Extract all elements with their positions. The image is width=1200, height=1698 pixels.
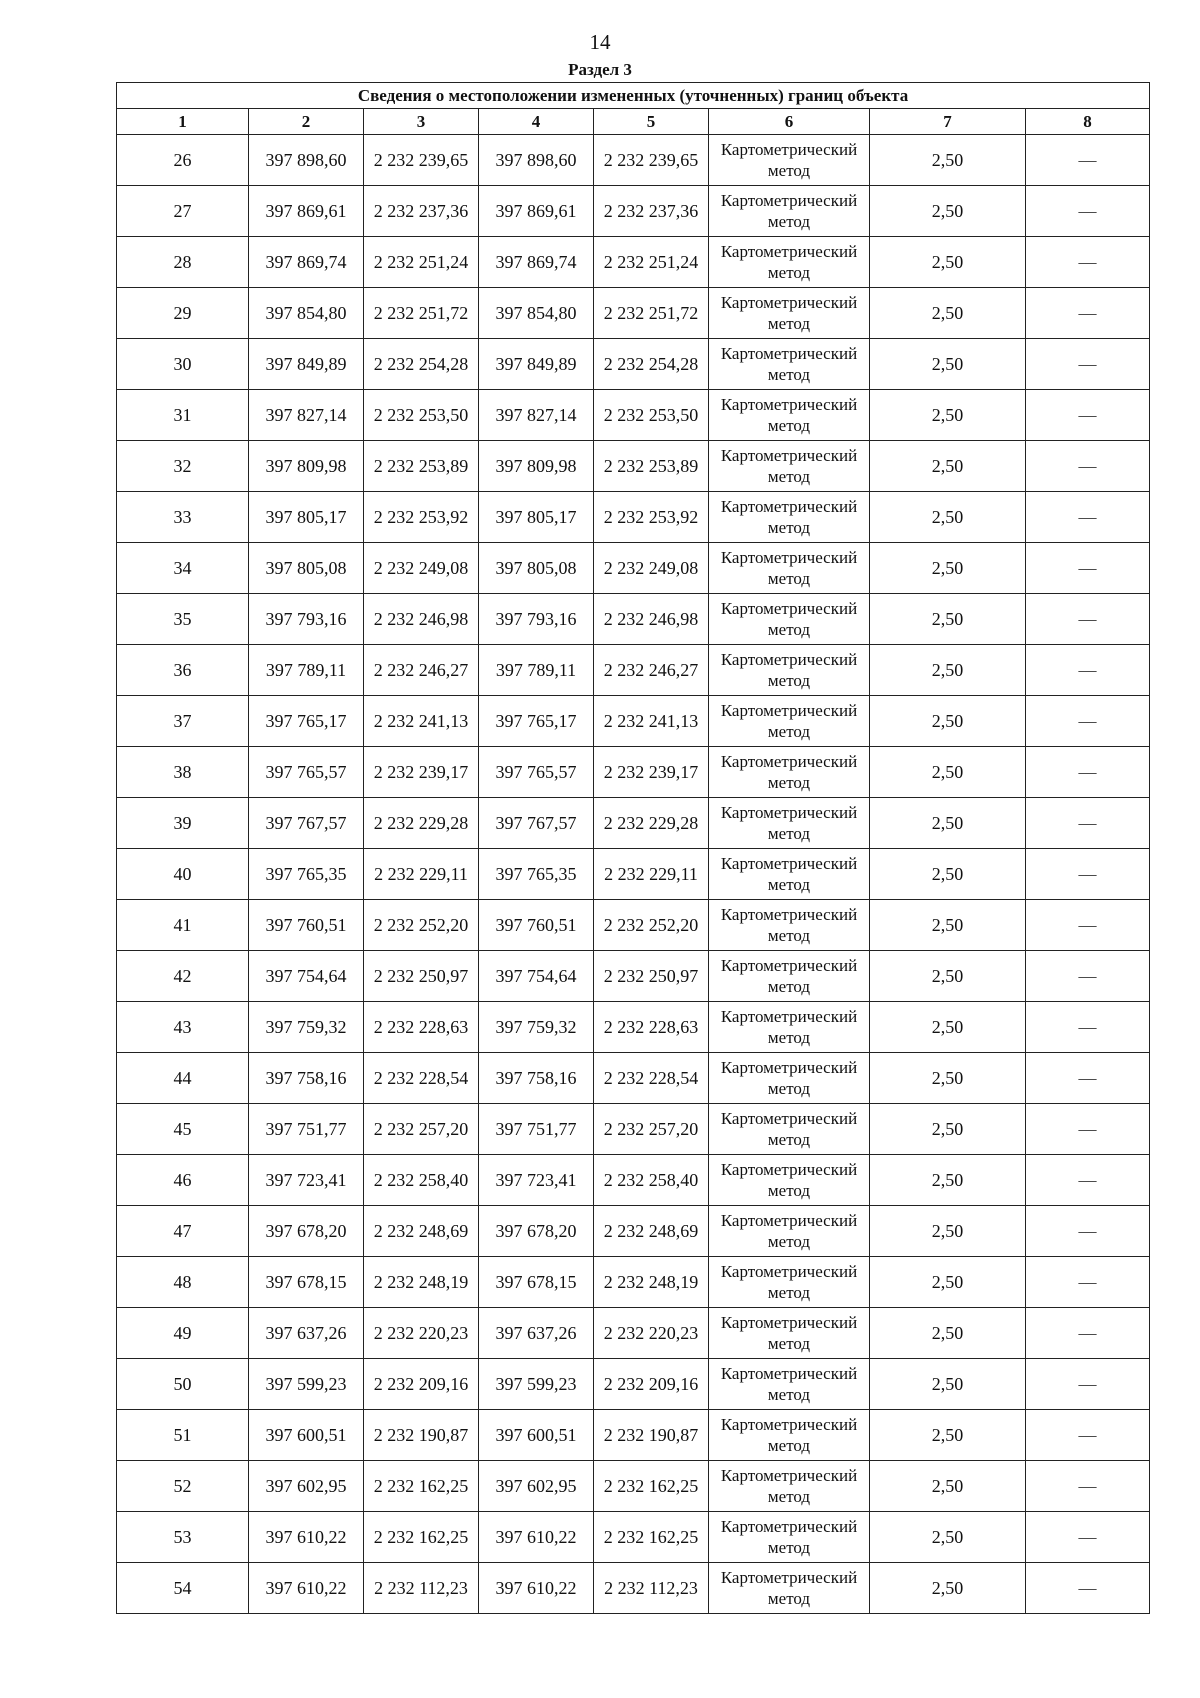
description-cell: — <box>1026 441 1150 492</box>
description-cell: — <box>1026 135 1150 186</box>
precision-cell: 2,50 <box>870 594 1026 645</box>
method-cell: Картометрический метод <box>709 186 870 237</box>
method-cell: Картометрический метод <box>709 594 870 645</box>
table-row <box>117 696 1150 747</box>
precision-cell: 2,50 <box>870 288 1026 339</box>
table-row <box>117 543 1150 594</box>
table-row <box>117 1461 1150 1512</box>
column-number-row <box>117 109 1150 135</box>
point-number-cell: 37 <box>117 696 249 747</box>
method-cell: Картометрический метод <box>709 390 870 441</box>
point-number-cell: 40 <box>117 849 249 900</box>
method-cell: Картометрический метод <box>709 441 870 492</box>
precision-cell: 2,50 <box>870 1563 1026 1614</box>
refined-y-cell: 2 232 239,17 <box>594 747 709 798</box>
precision-cell: 2,50 <box>870 186 1026 237</box>
precision-cell: 2,50 <box>870 849 1026 900</box>
point-number-cell: 44 <box>117 1053 249 1104</box>
existing-x-cell: 397 759,32 <box>249 1002 364 1053</box>
existing-x-cell: 397 793,16 <box>249 594 364 645</box>
table-row <box>117 1053 1150 1104</box>
refined-y-cell: 2 232 162,25 <box>594 1461 709 1512</box>
precision-cell: 2,50 <box>870 1155 1026 1206</box>
description-cell: — <box>1026 237 1150 288</box>
existing-y-cell: 2 232 229,11 <box>364 849 479 900</box>
table-row <box>117 1104 1150 1155</box>
table-row <box>117 135 1150 186</box>
method-cell: Картометрический метод <box>709 1563 870 1614</box>
existing-y-cell: 2 232 246,27 <box>364 645 479 696</box>
table-row <box>117 339 1150 390</box>
refined-y-cell: 2 232 241,13 <box>594 696 709 747</box>
method-cell: Картометрический метод <box>709 696 870 747</box>
table-row <box>117 594 1150 645</box>
point-number-cell: 34 <box>117 543 249 594</box>
existing-y-cell: 2 232 253,92 <box>364 492 479 543</box>
refined-x-cell: 397 758,16 <box>479 1053 594 1104</box>
description-cell: — <box>1026 594 1150 645</box>
existing-y-cell: 2 232 241,13 <box>364 696 479 747</box>
method-cell: Картометрический метод <box>709 1104 870 1155</box>
table-row <box>117 747 1150 798</box>
method-cell: Картометрический метод <box>709 339 870 390</box>
point-number-cell: 41 <box>117 900 249 951</box>
precision-cell: 2,50 <box>870 1359 1026 1410</box>
refined-y-cell: 2 232 258,40 <box>594 1155 709 1206</box>
refined-x-cell: 397 854,80 <box>479 288 594 339</box>
refined-x-cell: 397 789,11 <box>479 645 594 696</box>
description-cell: — <box>1026 900 1150 951</box>
refined-y-cell: 2 232 248,69 <box>594 1206 709 1257</box>
refined-y-cell: 2 232 251,72 <box>594 288 709 339</box>
refined-x-cell: 397 637,26 <box>479 1308 594 1359</box>
existing-x-cell: 397 805,08 <box>249 543 364 594</box>
method-cell: Картометрический метод <box>709 900 870 951</box>
existing-x-cell: 397 723,41 <box>249 1155 364 1206</box>
precision-cell: 2,50 <box>870 645 1026 696</box>
refined-x-cell: 397 723,41 <box>479 1155 594 1206</box>
description-cell: — <box>1026 1359 1150 1410</box>
existing-y-cell: 2 232 257,20 <box>364 1104 479 1155</box>
precision-cell: 2,50 <box>870 1410 1026 1461</box>
point-number-cell: 49 <box>117 1308 249 1359</box>
existing-x-cell: 397 849,89 <box>249 339 364 390</box>
refined-x-cell: 397 751,77 <box>479 1104 594 1155</box>
precision-cell: 2,50 <box>870 696 1026 747</box>
point-number-cell: 26 <box>117 135 249 186</box>
existing-y-cell: 2 232 254,28 <box>364 339 479 390</box>
existing-y-cell: 2 232 258,40 <box>364 1155 479 1206</box>
refined-y-cell: 2 232 228,63 <box>594 1002 709 1053</box>
column-header: 5 <box>594 109 709 135</box>
refined-y-cell: 2 232 254,28 <box>594 339 709 390</box>
description-cell: — <box>1026 186 1150 237</box>
method-cell: Картометрический метод <box>709 135 870 186</box>
precision-cell: 2,50 <box>870 747 1026 798</box>
point-number-cell: 50 <box>117 1359 249 1410</box>
description-cell: — <box>1026 543 1150 594</box>
point-number-cell: 32 <box>117 441 249 492</box>
description-cell: — <box>1026 492 1150 543</box>
precision-cell: 2,50 <box>870 492 1026 543</box>
refined-x-cell: 397 760,51 <box>479 900 594 951</box>
point-number-cell: 52 <box>117 1461 249 1512</box>
point-number-cell: 27 <box>117 186 249 237</box>
method-cell: Картометрический метод <box>709 1461 870 1512</box>
refined-y-cell: 2 232 253,89 <box>594 441 709 492</box>
table-row <box>117 186 1150 237</box>
precision-cell: 2,50 <box>870 900 1026 951</box>
existing-y-cell: 2 232 250,97 <box>364 951 479 1002</box>
existing-y-cell: 2 232 239,65 <box>364 135 479 186</box>
description-cell: — <box>1026 645 1150 696</box>
table-row <box>117 798 1150 849</box>
method-cell: Картометрический метод <box>709 1155 870 1206</box>
column-header: 2 <box>249 109 364 135</box>
refined-y-cell: 2 232 229,11 <box>594 849 709 900</box>
refined-y-cell: 2 232 229,28 <box>594 798 709 849</box>
refined-y-cell: 2 232 112,23 <box>594 1563 709 1614</box>
precision-cell: 2,50 <box>870 135 1026 186</box>
method-cell: Картометрический метод <box>709 1512 870 1563</box>
refined-y-cell: 2 232 246,98 <box>594 594 709 645</box>
description-cell: — <box>1026 696 1150 747</box>
description-cell: — <box>1026 339 1150 390</box>
point-number-cell: 54 <box>117 1563 249 1614</box>
refined-y-cell: 2 232 209,16 <box>594 1359 709 1410</box>
refined-x-cell: 397 610,22 <box>479 1563 594 1614</box>
refined-x-cell: 397 765,35 <box>479 849 594 900</box>
method-cell: Картометрический метод <box>709 1308 870 1359</box>
existing-y-cell: 2 232 246,98 <box>364 594 479 645</box>
point-number-cell: 36 <box>117 645 249 696</box>
method-cell: Картометрический метод <box>709 1206 870 1257</box>
description-cell: — <box>1026 1206 1150 1257</box>
method-cell: Картометрический метод <box>709 849 870 900</box>
column-header: 8 <box>1026 109 1150 135</box>
table-row <box>117 900 1150 951</box>
refined-x-cell: 397 805,08 <box>479 543 594 594</box>
table-row <box>117 237 1150 288</box>
precision-cell: 2,50 <box>870 441 1026 492</box>
existing-x-cell: 397 765,57 <box>249 747 364 798</box>
boundary-coordinates-table <box>116 82 1150 1614</box>
table-body <box>117 135 1150 1614</box>
existing-x-cell: 397 765,35 <box>249 849 364 900</box>
refined-y-cell: 2 232 248,19 <box>594 1257 709 1308</box>
method-cell: Картометрический метод <box>709 747 870 798</box>
refined-x-cell: 397 869,74 <box>479 237 594 288</box>
refined-y-cell: 2 232 237,36 <box>594 186 709 237</box>
existing-x-cell: 397 610,22 <box>249 1512 364 1563</box>
precision-cell: 2,50 <box>870 1461 1026 1512</box>
existing-x-cell: 397 767,57 <box>249 798 364 849</box>
precision-cell: 2,50 <box>870 1308 1026 1359</box>
table-row <box>117 849 1150 900</box>
table-row <box>117 441 1150 492</box>
column-header: 4 <box>479 109 594 135</box>
existing-y-cell: 2 232 209,16 <box>364 1359 479 1410</box>
description-cell: — <box>1026 849 1150 900</box>
existing-x-cell: 397 765,17 <box>249 696 364 747</box>
refined-x-cell: 397 767,57 <box>479 798 594 849</box>
point-number-cell: 28 <box>117 237 249 288</box>
description-cell: — <box>1026 1461 1150 1512</box>
method-cell: Картометрический метод <box>709 645 870 696</box>
description-cell: — <box>1026 1563 1150 1614</box>
refined-x-cell: 397 678,20 <box>479 1206 594 1257</box>
refined-y-cell: 2 232 253,50 <box>594 390 709 441</box>
point-number-cell: 33 <box>117 492 249 543</box>
existing-x-cell: 397 827,14 <box>249 390 364 441</box>
table-row <box>117 1155 1150 1206</box>
existing-x-cell: 397 754,64 <box>249 951 364 1002</box>
existing-x-cell: 397 678,20 <box>249 1206 364 1257</box>
refined-x-cell: 397 809,98 <box>479 441 594 492</box>
refined-x-cell: 397 849,89 <box>479 339 594 390</box>
existing-y-cell: 2 232 237,36 <box>364 186 479 237</box>
point-number-cell: 45 <box>117 1104 249 1155</box>
method-cell: Картометрический метод <box>709 951 870 1002</box>
method-cell: Картометрический метод <box>709 798 870 849</box>
method-cell: Картометрический метод <box>709 1053 870 1104</box>
point-number-cell: 51 <box>117 1410 249 1461</box>
table-row <box>117 1002 1150 1053</box>
description-cell: — <box>1026 1104 1150 1155</box>
section-title: Раздел 3 <box>568 60 632 79</box>
refined-y-cell: 2 232 246,27 <box>594 645 709 696</box>
precision-cell: 2,50 <box>870 1206 1026 1257</box>
refined-x-cell: 397 759,32 <box>479 1002 594 1053</box>
point-number-cell: 31 <box>117 390 249 441</box>
existing-y-cell: 2 232 252,20 <box>364 900 479 951</box>
existing-x-cell: 397 610,22 <box>249 1563 364 1614</box>
point-number-cell: 46 <box>117 1155 249 1206</box>
table-row <box>117 951 1150 1002</box>
description-cell: — <box>1026 1410 1150 1461</box>
method-cell: Картометрический метод <box>709 543 870 594</box>
precision-cell: 2,50 <box>870 1104 1026 1155</box>
column-header: 1 <box>117 109 249 135</box>
method-cell: Картометрический метод <box>709 237 870 288</box>
point-number-cell: 48 <box>117 1257 249 1308</box>
point-number-cell: 53 <box>117 1512 249 1563</box>
refined-x-cell: 397 602,95 <box>479 1461 594 1512</box>
existing-y-cell: 2 232 190,87 <box>364 1410 479 1461</box>
point-number-cell: 42 <box>117 951 249 1002</box>
description-cell: — <box>1026 951 1150 1002</box>
refined-x-cell: 397 869,61 <box>479 186 594 237</box>
existing-x-cell: 397 854,80 <box>249 288 364 339</box>
description-cell: — <box>1026 1002 1150 1053</box>
refined-x-cell: 397 765,17 <box>479 696 594 747</box>
existing-y-cell: 2 232 251,72 <box>364 288 479 339</box>
refined-y-cell: 2 232 190,87 <box>594 1410 709 1461</box>
existing-y-cell: 2 232 112,23 <box>364 1563 479 1614</box>
method-cell: Картометрический метод <box>709 288 870 339</box>
point-number-cell: 38 <box>117 747 249 798</box>
existing-x-cell: 397 760,51 <box>249 900 364 951</box>
column-header: 3 <box>364 109 479 135</box>
table-row <box>117 1359 1150 1410</box>
existing-y-cell: 2 232 162,25 <box>364 1512 479 1563</box>
existing-x-cell: 397 809,98 <box>249 441 364 492</box>
existing-y-cell: 2 232 239,17 <box>364 747 479 798</box>
existing-y-cell: 2 232 228,54 <box>364 1053 479 1104</box>
precision-cell: 2,50 <box>870 1002 1026 1053</box>
existing-y-cell: 2 232 249,08 <box>364 543 479 594</box>
point-number-cell: 39 <box>117 798 249 849</box>
point-number-cell: 43 <box>117 1002 249 1053</box>
description-cell: — <box>1026 798 1150 849</box>
existing-y-cell: 2 232 220,23 <box>364 1308 479 1359</box>
table-row <box>117 1308 1150 1359</box>
existing-x-cell: 397 869,61 <box>249 186 364 237</box>
refined-y-cell: 2 232 228,54 <box>594 1053 709 1104</box>
description-cell: — <box>1026 1512 1150 1563</box>
table-row <box>117 1563 1150 1614</box>
refined-y-cell: 2 232 162,25 <box>594 1512 709 1563</box>
table-row <box>117 1410 1150 1461</box>
point-number-cell: 35 <box>117 594 249 645</box>
existing-x-cell: 397 758,16 <box>249 1053 364 1104</box>
description-cell: — <box>1026 1053 1150 1104</box>
existing-y-cell: 2 232 228,63 <box>364 1002 479 1053</box>
method-cell: Картометрический метод <box>709 1359 870 1410</box>
method-cell: Картометрический метод <box>709 1002 870 1053</box>
refined-x-cell: 397 827,14 <box>479 390 594 441</box>
point-number-cell: 29 <box>117 288 249 339</box>
existing-y-cell: 2 232 162,25 <box>364 1461 479 1512</box>
method-cell: Картометрический метод <box>709 1257 870 1308</box>
table-row <box>117 645 1150 696</box>
precision-cell: 2,50 <box>870 798 1026 849</box>
existing-y-cell: 2 232 229,28 <box>364 798 479 849</box>
description-cell: — <box>1026 747 1150 798</box>
existing-y-cell: 2 232 253,89 <box>364 441 479 492</box>
refined-x-cell: 397 678,15 <box>479 1257 594 1308</box>
refined-y-cell: 2 232 250,97 <box>594 951 709 1002</box>
existing-x-cell: 397 678,15 <box>249 1257 364 1308</box>
page-number: 14 <box>589 30 611 54</box>
refined-x-cell: 397 610,22 <box>479 1512 594 1563</box>
table-row <box>117 1512 1150 1563</box>
existing-x-cell: 397 789,11 <box>249 645 364 696</box>
precision-cell: 2,50 <box>870 1257 1026 1308</box>
refined-y-cell: 2 232 220,23 <box>594 1308 709 1359</box>
existing-x-cell: 397 637,26 <box>249 1308 364 1359</box>
table-row <box>117 288 1150 339</box>
refined-y-cell: 2 232 251,24 <box>594 237 709 288</box>
table-caption: Сведения о местоположении измененных (уточненных) границ объекта <box>117 83 1150 109</box>
column-header: 7 <box>870 109 1026 135</box>
existing-y-cell: 2 232 248,69 <box>364 1206 479 1257</box>
existing-x-cell: 397 600,51 <box>249 1410 364 1461</box>
point-number-cell: 47 <box>117 1206 249 1257</box>
refined-y-cell: 2 232 253,92 <box>594 492 709 543</box>
refined-y-cell: 2 232 239,65 <box>594 135 709 186</box>
table-row <box>117 390 1150 441</box>
precision-cell: 2,50 <box>870 951 1026 1002</box>
description-cell: — <box>1026 1257 1150 1308</box>
existing-x-cell: 397 602,95 <box>249 1461 364 1512</box>
precision-cell: 2,50 <box>870 339 1026 390</box>
description-cell: — <box>1026 390 1150 441</box>
refined-x-cell: 397 754,64 <box>479 951 594 1002</box>
refined-x-cell: 397 805,17 <box>479 492 594 543</box>
existing-y-cell: 2 232 253,50 <box>364 390 479 441</box>
refined-x-cell: 397 793,16 <box>479 594 594 645</box>
method-cell: Картометрический метод <box>709 492 870 543</box>
refined-y-cell: 2 232 249,08 <box>594 543 709 594</box>
refined-y-cell: 2 232 252,20 <box>594 900 709 951</box>
existing-y-cell: 2 232 251,24 <box>364 237 479 288</box>
point-number-cell: 30 <box>117 339 249 390</box>
existing-x-cell: 397 898,60 <box>249 135 364 186</box>
refined-x-cell: 397 898,60 <box>479 135 594 186</box>
existing-x-cell: 397 751,77 <box>249 1104 364 1155</box>
description-cell: — <box>1026 1155 1150 1206</box>
table-row <box>117 1257 1150 1308</box>
precision-cell: 2,50 <box>870 1053 1026 1104</box>
refined-x-cell: 397 600,51 <box>479 1410 594 1461</box>
refined-y-cell: 2 232 257,20 <box>594 1104 709 1155</box>
precision-cell: 2,50 <box>870 1512 1026 1563</box>
description-cell: — <box>1026 1308 1150 1359</box>
precision-cell: 2,50 <box>870 390 1026 441</box>
description-cell: — <box>1026 288 1150 339</box>
existing-x-cell: 397 869,74 <box>249 237 364 288</box>
precision-cell: 2,50 <box>870 543 1026 594</box>
table-row <box>117 1206 1150 1257</box>
refined-x-cell: 397 765,57 <box>479 747 594 798</box>
method-cell: Картометрический метод <box>709 1410 870 1461</box>
refined-x-cell: 397 599,23 <box>479 1359 594 1410</box>
existing-y-cell: 2 232 248,19 <box>364 1257 479 1308</box>
existing-x-cell: 397 599,23 <box>249 1359 364 1410</box>
existing-x-cell: 397 805,17 <box>249 492 364 543</box>
precision-cell: 2,50 <box>870 237 1026 288</box>
table-row <box>117 492 1150 543</box>
column-header: 6 <box>709 109 870 135</box>
